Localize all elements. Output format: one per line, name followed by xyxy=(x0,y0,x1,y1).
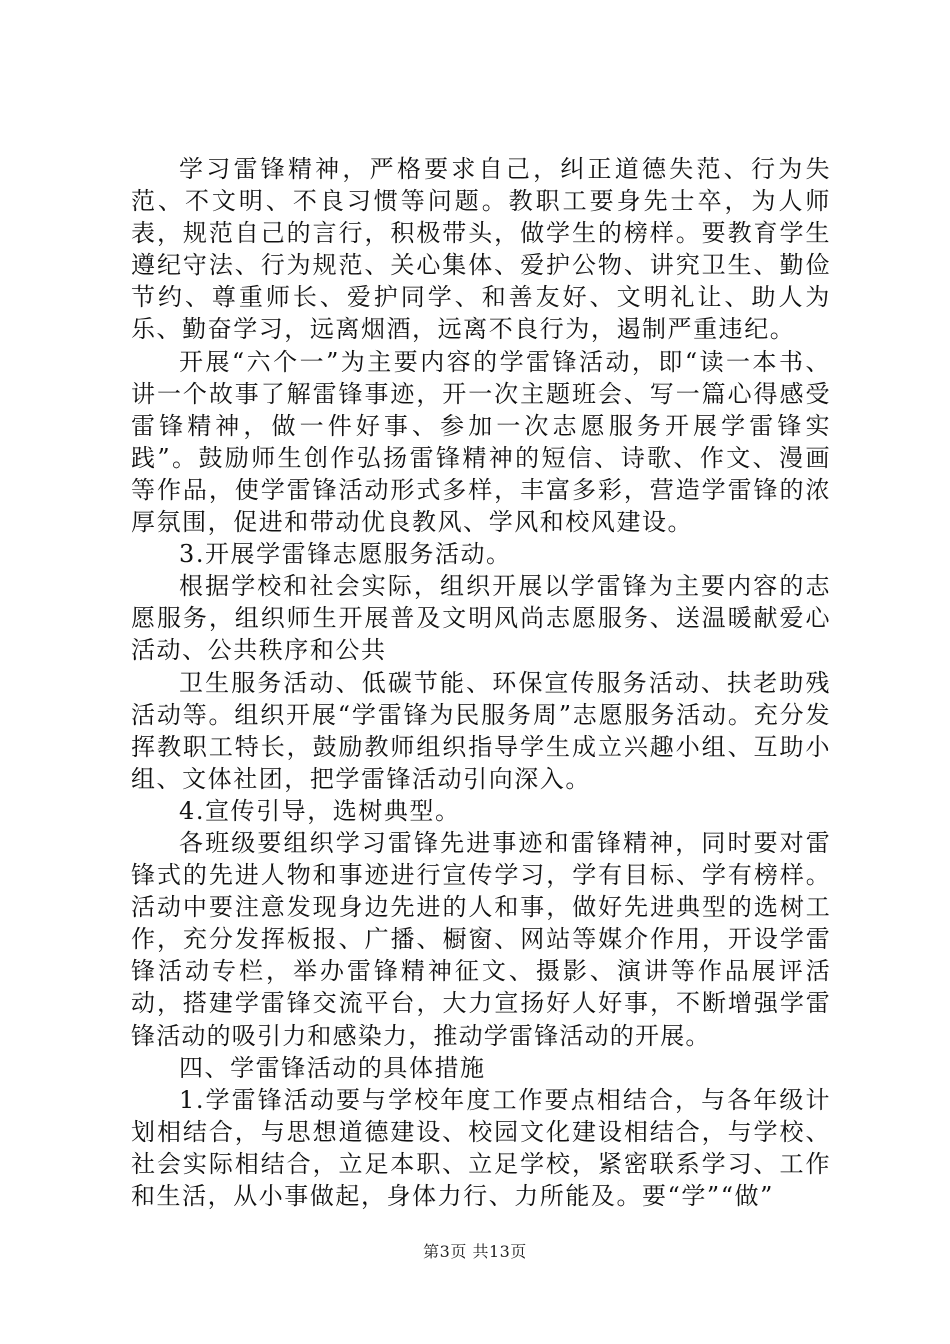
paragraph-volunteer-service: 根据学校和社会实际，组织开展以学雷锋为主要内容的志愿服务，组织师生开展普及文明风尚志愿服务、送温暖献爱心活动、公共秩序和公共 xyxy=(131,572,831,665)
document-body xyxy=(131,153,831,1212)
heading-section-four: 四、学雷锋活动的具体措施 xyxy=(179,1053,486,1082)
paragraph-six-ones: 开展“六个一”为主要内容的学雷锋活动，即“读一本书、讲一个故事了解雷锋事迹，开一次主题班会、写一篇心得感受雷锋精神，做一件好事、参加一次志愿服务开展学雷锋实践”。鼓励师生创作弘扬雷锋精神的短信、诗歌、作文、漫画等作品，使学雷锋活动形式多样，丰富多彩，营造学雷锋的浓厚氛围，促进和带动优良教风、学风和校风建设。 xyxy=(131,347,831,537)
heading-volunteer-service: 3.开展学雷锋志愿服务活动。 xyxy=(179,540,512,569)
paragraph-publicity: 各班级要组织学习雷锋先进事迹和雷锋精神，同时要对雷锋式的先进人物和事迹进行宣传学习，学有目标、学有榜样。活动中要注意发现身边先进的人和事，做好先进典型的选树工作，充分发挥板报、广播、橱窗、网站等媒介作用，开设学雷锋活动专栏，举办雷锋精神征文、摄影、演讲等作品展评活动，搭建学雷锋交流平台，大力宣扬好人好事，不断增强学雷锋活动的吸引力和感染力，推动学雷锋活动的开展。 xyxy=(131,828,831,1050)
page-footer: 第3页 共13页 xyxy=(423,1242,527,1261)
paragraph-study-spirit: 学习雷锋精神，严格要求自己，纠正道德失范、行为失范、不文明、不良习惯等问题。教职工要身先士卒，为人师表，规范自己的言行，积极带头，做学生的榜样。要教育学生遵纪守法、行为规范、关心集体、爱护公物、讲究卫生、勤俭节约、尊重师长、爱护同学、和善友好、文明礼让、助人为乐、勤奋学习，远离烟酒，远离不良行为，遏制严重违纪。 xyxy=(131,155,831,344)
heading-publicity: 4.宣传引导，选树典型。 xyxy=(179,796,461,825)
paragraph-volunteer-activities: 卫生服务活动、低碳节能、环保宣传服务活动、扶老助残活动等。组织开展“学雷锋为民服务周”志愿服务活动。充分发挥教职工特长，鼓励教师组织指导学生成立兴趣小组、互助小组、文体社团，把学雷锋活动引向深入。 xyxy=(131,668,831,793)
paragraph-measures: 1.学雷锋活动要与学校年度工作要点相结合，与各年级计划相结合，与思想道德建设、校园文化建设相结合，与学校、社会实际相结合，立足本职、立足学校，紧密联系学习、工作和生活，从小事做起，身体力行、力所能及。要“学”“做” xyxy=(131,1085,831,1210)
